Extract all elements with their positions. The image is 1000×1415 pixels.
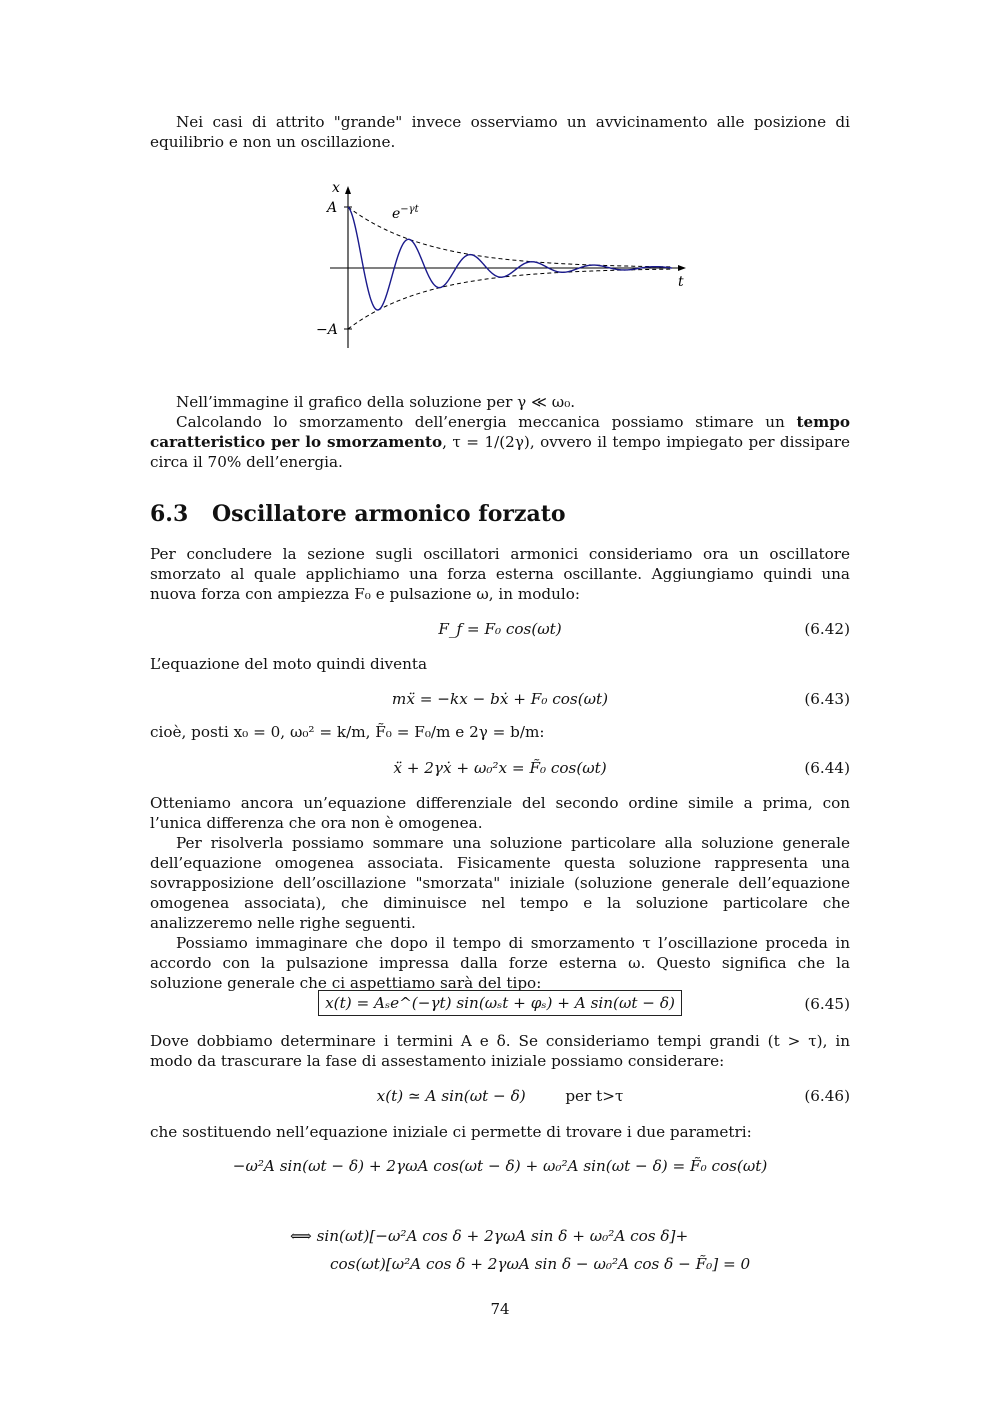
equation-body: −ω²A sin(ωt − δ) + 2γωA cos(ωt − δ) + ω₀²A sin(ωt − δ) = F̃₀ cos(ωt) bbox=[232, 1157, 768, 1175]
equation-number: (6.42) bbox=[804, 620, 850, 638]
section-heading bbox=[150, 500, 850, 528]
envelope-label bbox=[392, 204, 420, 222]
envelope-exponent: −γt bbox=[400, 204, 419, 215]
text-block-6 bbox=[150, 1031, 850, 1071]
equation-substituted bbox=[150, 1156, 850, 1176]
equation-body: mẍ = −kx − bẋ + F₀ cos(ωt) bbox=[391, 690, 609, 708]
envelope-base: e bbox=[392, 206, 401, 222]
paragraph-substitutions: cioè, posti x₀ = 0, ω₀² = k/m, F̃₀ = F₀/m e 2γ = b/m: bbox=[150, 723, 545, 741]
bold-term: tempo caratteristico per lo smorzamento bbox=[150, 413, 850, 451]
equation-6-42 bbox=[150, 619, 850, 639]
t-axis-arrow bbox=[678, 265, 686, 271]
damped-oscillation-figure bbox=[300, 176, 700, 356]
text-block-5 bbox=[150, 793, 850, 993]
equation-number: (6.44) bbox=[804, 759, 850, 777]
equation-expanded bbox=[290, 1222, 850, 1278]
text-block-3 bbox=[150, 654, 850, 674]
section-number: 6.3 bbox=[150, 501, 189, 527]
text-block-1 bbox=[150, 392, 850, 472]
paragraph-figure-caption: Nell’immagine il grafico della soluzione per γ ≪ ω₀. bbox=[176, 393, 576, 411]
paragraph-eq-motion: L’equazione del moto quindi diventa bbox=[150, 655, 428, 673]
minus-A-label: −A bbox=[316, 322, 338, 338]
equation-body: x(t) ≃ A sin(ωt − δ) bbox=[376, 1087, 526, 1105]
paragraph-nonhomogeneous: Otteniamo ancora un’equazione differenziale del secondo ordine simile a prima, con l’unica differenza che ora non è omogenea. bbox=[150, 794, 850, 832]
section-title: Oscillatore armonico forzato bbox=[212, 501, 566, 527]
text-block-7 bbox=[150, 1122, 850, 1142]
section-title-row bbox=[150, 500, 850, 528]
text-run: Calcolando lo smorzamento dell’energia meccanica possiamo stimare un bbox=[176, 413, 797, 431]
equation-condition: per t>τ bbox=[565, 1087, 624, 1105]
paragraph-intro: Nei casi di attrito "grande" invece osserviamo un avvicinamento alle posizione di equilibrio e non un oscillazione. bbox=[150, 113, 850, 151]
x-axis-arrow bbox=[345, 186, 351, 194]
paragraph-forced-intro: Per concludere la sezione sugli oscillatori armonici consideriamo ora un oscillatore smorzato al quale applichiamo una forza esterna oscillante. Aggiungiamo quindi una nuova forza con ampiezza F₀ e pulsazione ω, in modulo: bbox=[150, 545, 850, 603]
equation-number: (6.43) bbox=[804, 690, 850, 708]
equation-6-43 bbox=[150, 689, 850, 709]
page-body bbox=[150, 112, 850, 152]
oscillation-curve bbox=[348, 207, 672, 310]
x-axis-label: x bbox=[332, 180, 340, 196]
text-block-2 bbox=[150, 544, 850, 604]
paragraph-after-damping: Possiamo immaginare che dopo il tempo di smorzamento τ l’oscillazione proceda in accordo con la pulsazione impressa dalla forze esterna ω. Questo significa che la soluzione generale che ci aspettiamo sarà del tipo: bbox=[150, 934, 850, 992]
equation-6-44 bbox=[150, 758, 850, 778]
envelope-lower bbox=[348, 269, 672, 329]
equation-6-45 bbox=[150, 990, 850, 1018]
equation-line-2: cos(ωt)[ω²A cos δ + 2γωA sin δ − ω₀²A cos δ − F̃₀] = 0 bbox=[330, 1255, 751, 1273]
equation-body: F_f = F₀ cos(ωt) bbox=[438, 620, 562, 638]
page-number: 74 bbox=[490, 1300, 510, 1318]
A-label: A bbox=[327, 200, 338, 216]
text-run: , τ = 1/(2γ), ovvero il tempo impiegato per dissipare circa il 70% dell’energia. bbox=[150, 433, 850, 471]
t-axis-label: t bbox=[678, 274, 684, 290]
paragraph-substitute: che sostituendo nell’equazione iniziale ci permette di trovare i due parametri: bbox=[150, 1123, 752, 1141]
paragraph-particular-solution: Per risolverla possiamo sommare una soluzione particolare alla soluzione generale dell’equazione omogenea associata. Fisicamente questa soluzione rappresenta una sovrapposizione dell’oscillazione "smorzata" iniziale (soluzione generale dell’equazione omogenea associata), che diminuisce nel tempo e la soluzione particolare che analizzeremo nelle righe seguenti. bbox=[150, 834, 850, 932]
equation-body: ẍ + 2γẋ + ω₀²x = F̃₀ cos(ωt) bbox=[393, 759, 607, 777]
equation-number: (6.45) bbox=[804, 995, 850, 1013]
equation-number: (6.46) bbox=[804, 1087, 850, 1105]
paragraph-damping-time bbox=[150, 412, 850, 472]
text-block-4 bbox=[150, 722, 850, 742]
boxed-equation: x(t) = Aₛe^(−γt) sin(ωₛt + φₛ) + A sin(ωt − δ) bbox=[318, 990, 682, 1016]
paragraph-determine-terms: Dove dobbiamo determinare i termini A e δ. Se consideriamo tempi grandi (t > τ), in modo da trascurare la fase di assestamento iniziale possiamo considerare: bbox=[150, 1032, 850, 1070]
equation-line-1: ⟺ sin(ωt)[−ω²A cos δ + 2γωA sin δ + ω₀²A cos δ]+ bbox=[290, 1227, 689, 1245]
equation-6-46 bbox=[150, 1086, 850, 1106]
